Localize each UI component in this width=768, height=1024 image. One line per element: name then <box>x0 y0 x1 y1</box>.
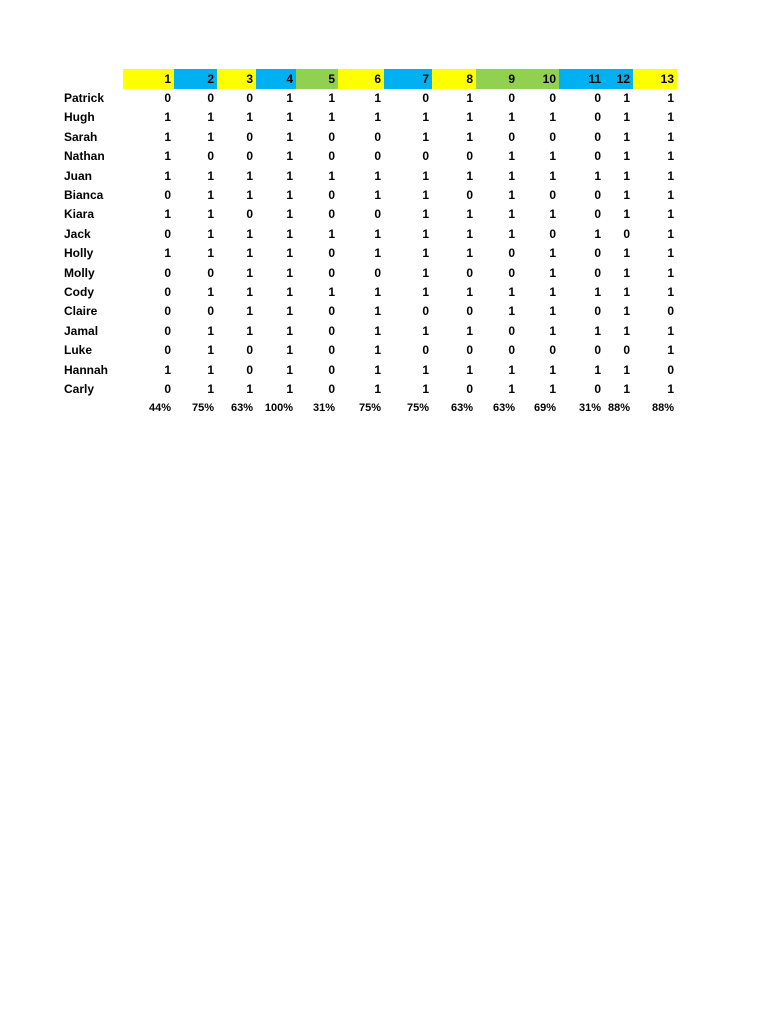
column-header: 9 <box>476 69 518 89</box>
data-cell: 0 <box>422 343 429 358</box>
data-cell: 0 <box>508 343 515 358</box>
data-cell: 1 <box>667 168 674 183</box>
data-cell: 1 <box>328 226 335 241</box>
data-cell: 1 <box>207 168 214 183</box>
data-cell: 0 <box>594 110 601 125</box>
data-cell: 1 <box>667 207 674 222</box>
data-cell: 1 <box>549 149 556 164</box>
row-name: Bianca <box>64 188 104 202</box>
row-name: Holly <box>64 246 94 261</box>
data-cell: 1 <box>667 226 674 241</box>
data-cell: 1 <box>246 246 253 261</box>
row-name: Carly <box>64 382 95 396</box>
data-cell: 1 <box>549 304 556 319</box>
data-cell: 0 <box>246 362 253 377</box>
data-cell: 1 <box>508 304 515 319</box>
data-cell: 1 <box>286 129 293 144</box>
data-cell: 1 <box>422 323 429 338</box>
data-cell: 1 <box>549 323 556 338</box>
total-percent: 75% <box>191 402 214 415</box>
data-cell: 1 <box>286 149 293 164</box>
data-cell: 1 <box>594 168 601 183</box>
spreadsheet-table <box>0 0 768 440</box>
data-cell: 1 <box>328 91 335 105</box>
data-cell: 0 <box>422 304 429 319</box>
data-cell: 1 <box>246 285 253 299</box>
data-cell: 0 <box>549 129 556 144</box>
data-cell: 1 <box>207 110 214 125</box>
row-name: Luke <box>64 343 93 358</box>
data-cell: 0 <box>466 188 473 202</box>
data-cell: 1 <box>508 362 515 377</box>
data-cell: 1 <box>623 110 630 125</box>
data-cell: 0 <box>164 382 171 396</box>
column-header: 7 <box>384 69 432 89</box>
data-cell: 1 <box>594 285 601 299</box>
data-cell: 1 <box>594 226 601 241</box>
data-cell: 1 <box>466 207 473 222</box>
data-cell: 0 <box>549 188 556 202</box>
column-header: 8 <box>432 69 476 89</box>
data-cell: 1 <box>549 207 556 222</box>
data-cell: 0 <box>328 246 335 261</box>
data-cell: 1 <box>422 226 429 241</box>
data-cell: 1 <box>422 168 429 183</box>
data-cell: 1 <box>623 168 630 183</box>
data-cell: 1 <box>466 129 473 144</box>
data-cell: 0 <box>549 226 556 241</box>
column-header: 3 <box>217 69 256 89</box>
data-cell: 1 <box>207 382 214 396</box>
data-cell: 1 <box>549 110 556 125</box>
data-cell: 1 <box>207 188 214 202</box>
data-cell: 1 <box>286 323 293 338</box>
data-cell: 1 <box>466 362 473 377</box>
data-cell: 1 <box>623 91 630 105</box>
data-cell: 1 <box>667 110 674 125</box>
data-cell: 0 <box>549 91 556 105</box>
data-cell: 1 <box>286 343 293 358</box>
data-cell: 0 <box>508 246 515 261</box>
data-cell: 0 <box>164 323 171 338</box>
data-cell: 1 <box>508 168 515 183</box>
data-cell: 0 <box>667 362 674 377</box>
data-cell: 0 <box>246 207 253 222</box>
data-cell: 1 <box>164 149 171 164</box>
data-cell: 1 <box>667 343 674 358</box>
data-cell: 1 <box>207 226 214 241</box>
data-cell: 0 <box>594 188 601 202</box>
data-cell: 1 <box>594 323 601 338</box>
data-cell: 0 <box>328 188 335 202</box>
data-cell: 0 <box>623 343 630 358</box>
data-cell: 1 <box>374 188 381 202</box>
data-cell: 0 <box>164 226 171 241</box>
data-cell: 0 <box>164 304 171 319</box>
data-cell: 0 <box>164 91 171 105</box>
data-cell: 1 <box>374 110 381 125</box>
total-percent: 88% <box>651 402 674 415</box>
data-cell: 0 <box>328 207 335 222</box>
data-cell: 1 <box>466 226 473 241</box>
data-cell: 1 <box>466 323 473 338</box>
data-cell: 0 <box>328 149 335 164</box>
data-cell: 1 <box>667 382 674 396</box>
data-cell: 0 <box>508 91 515 105</box>
data-cell: 1 <box>374 323 381 338</box>
data-cell: 1 <box>422 246 429 261</box>
data-cell: 0 <box>246 343 253 358</box>
data-cell: 0 <box>328 304 335 319</box>
column-header: 10 <box>518 69 559 89</box>
data-cell: 0 <box>594 246 601 261</box>
data-cell: 0 <box>207 149 214 164</box>
data-cell: 1 <box>508 226 515 241</box>
data-cell: 0 <box>328 129 335 144</box>
data-cell: 0 <box>207 304 214 319</box>
column-header: 6 <box>338 69 384 89</box>
data-cell: 0 <box>164 343 171 358</box>
data-cell: 1 <box>207 323 214 338</box>
data-cell: 1 <box>164 362 171 377</box>
column-header: 13 <box>633 69 677 89</box>
data-cell: 1 <box>328 168 335 183</box>
data-cell: 0 <box>328 265 335 280</box>
row-name: Sarah <box>64 129 98 144</box>
data-cell: 1 <box>466 168 473 183</box>
data-cell: 1 <box>374 343 381 358</box>
row-name: Jack <box>64 226 91 241</box>
data-cell: 0 <box>422 149 429 164</box>
data-cell: 1 <box>667 265 674 280</box>
data-cell: 1 <box>328 110 335 125</box>
data-cell: 1 <box>246 188 253 202</box>
data-cell: 1 <box>422 265 429 280</box>
data-cell: 0 <box>374 149 381 164</box>
data-cell: 1 <box>374 382 381 396</box>
data-cell: 1 <box>549 265 556 280</box>
data-cell: 1 <box>466 110 473 125</box>
data-cell: 1 <box>508 382 515 396</box>
column-header: 11 <box>559 69 604 89</box>
data-cell: 0 <box>667 304 674 319</box>
data-cell: 1 <box>286 304 293 319</box>
data-cell: 1 <box>623 207 630 222</box>
data-cell: 1 <box>623 382 630 396</box>
data-cell: 1 <box>623 246 630 261</box>
row-name: Patrick <box>64 91 105 105</box>
data-cell: 1 <box>207 207 214 222</box>
total-percent: 69% <box>533 402 556 415</box>
row-name: Cody <box>64 285 94 299</box>
data-cell: 1 <box>623 285 630 299</box>
data-cell: 0 <box>246 91 253 105</box>
data-cell: 1 <box>286 110 293 125</box>
data-cell: 0 <box>594 91 601 105</box>
row-name: Molly <box>64 265 95 280</box>
data-cell: 0 <box>466 265 473 280</box>
data-cell: 1 <box>286 382 293 396</box>
data-cell: 0 <box>549 343 556 358</box>
data-cell: 1 <box>549 285 556 299</box>
data-cell: 1 <box>508 188 515 202</box>
data-cell: 0 <box>508 323 515 338</box>
data-cell: 1 <box>246 265 253 280</box>
data-cell: 1 <box>594 362 601 377</box>
data-cell: 0 <box>328 323 335 338</box>
total-percent: 100% <box>264 402 293 415</box>
column-header: 4 <box>256 69 296 89</box>
data-cell: 1 <box>164 246 171 261</box>
total-percent: 63% <box>450 402 473 415</box>
data-cell: 0 <box>328 343 335 358</box>
data-cell: 1 <box>623 188 630 202</box>
total-percent: 31% <box>578 402 601 415</box>
data-cell: 1 <box>286 188 293 202</box>
row-name: Jamal <box>64 323 99 338</box>
data-cell: 1 <box>508 149 515 164</box>
data-cell: 1 <box>286 362 293 377</box>
data-cell: 1 <box>207 362 214 377</box>
data-cell: 0 <box>594 382 601 396</box>
data-cell: 1 <box>549 246 556 261</box>
data-cell: 1 <box>164 129 171 144</box>
data-cell: 1 <box>667 323 674 338</box>
data-cell: 0 <box>422 91 429 105</box>
data-cell: 1 <box>667 91 674 105</box>
data-cell: 1 <box>466 285 473 299</box>
total-percent: 88% <box>607 402 630 415</box>
data-cell: 1 <box>207 129 214 144</box>
data-cell: 0 <box>164 265 171 280</box>
data-cell: 0 <box>508 265 515 280</box>
data-cell: 1 <box>623 129 630 144</box>
data-cell: 1 <box>549 168 556 183</box>
data-cell: 0 <box>374 265 381 280</box>
data-cell: 1 <box>286 265 293 280</box>
data-cell: 1 <box>623 149 630 164</box>
data-cell: 0 <box>594 343 601 358</box>
data-cell: 1 <box>422 285 429 299</box>
data-cell: 1 <box>246 323 253 338</box>
data-cell: 1 <box>286 207 293 222</box>
data-cell: 1 <box>466 91 473 105</box>
data-cell: 0 <box>164 285 171 299</box>
data-cell: 1 <box>422 188 429 202</box>
data-cell: 1 <box>466 246 473 261</box>
data-cell: 1 <box>246 168 253 183</box>
row-name: Claire <box>64 304 98 319</box>
data-cell: 1 <box>549 382 556 396</box>
data-cell: 1 <box>374 304 381 319</box>
data-cell: 0 <box>328 362 335 377</box>
data-cell: 0 <box>594 149 601 164</box>
row-name: Juan <box>64 168 93 183</box>
data-cell: 1 <box>207 285 214 299</box>
data-cell: 1 <box>374 285 381 299</box>
data-cell: 1 <box>328 285 335 299</box>
data-cell: 0 <box>207 265 214 280</box>
data-cell: 0 <box>246 149 253 164</box>
row-name: Hannah <box>64 362 109 377</box>
data-cell: 1 <box>374 362 381 377</box>
data-cell: 1 <box>286 285 293 299</box>
data-cell: 1 <box>374 168 381 183</box>
row-name: Nathan <box>64 149 105 164</box>
column-header: 5 <box>296 69 338 89</box>
data-cell: 0 <box>328 382 335 396</box>
data-cell: 1 <box>623 362 630 377</box>
total-percent: 31% <box>312 402 335 415</box>
data-cell: 1 <box>246 226 253 241</box>
data-cell: 1 <box>667 188 674 202</box>
data-cell: 1 <box>207 246 214 261</box>
data-cell: 0 <box>374 129 381 144</box>
total-percent: 75% <box>406 402 429 415</box>
data-cell: 0 <box>623 226 630 241</box>
data-cell: 0 <box>164 188 171 202</box>
total-percent: 44% <box>148 402 171 415</box>
row-name: Hugh <box>64 110 95 125</box>
data-cell: 0 <box>374 207 381 222</box>
data-cell: 1 <box>207 343 214 358</box>
column-header: 12 <box>604 69 633 89</box>
data-cell: 0 <box>594 207 601 222</box>
total-percent: 63% <box>492 402 515 415</box>
data-cell: 1 <box>623 265 630 280</box>
data-cell: 1 <box>374 246 381 261</box>
data-cell: 1 <box>667 129 674 144</box>
data-cell: 1 <box>422 382 429 396</box>
data-cell: 1 <box>286 226 293 241</box>
data-cell: 1 <box>623 304 630 319</box>
column-header: 2 <box>174 69 217 89</box>
data-cell: 0 <box>594 265 601 280</box>
data-cell: 1 <box>164 168 171 183</box>
data-cell: 1 <box>246 110 253 125</box>
data-cell: 1 <box>422 362 429 377</box>
data-cell: 1 <box>422 129 429 144</box>
data-cell: 1 <box>286 168 293 183</box>
data-cell: 1 <box>508 207 515 222</box>
data-cell: 1 <box>508 285 515 299</box>
data-cell: 0 <box>466 343 473 358</box>
data-cell: 0 <box>466 382 473 396</box>
data-cell: 0 <box>594 129 601 144</box>
data-cell: 1 <box>374 91 381 105</box>
data-cell: 1 <box>549 362 556 377</box>
data-cell: 1 <box>667 285 674 299</box>
total-percent: 63% <box>230 402 253 415</box>
data-cell: 1 <box>667 246 674 261</box>
column-header: 1 <box>123 69 174 89</box>
data-cell: 1 <box>286 246 293 261</box>
data-cell: 1 <box>164 207 171 222</box>
data-cell: 0 <box>466 149 473 164</box>
data-cell: 1 <box>422 207 429 222</box>
data-cell: 1 <box>164 110 171 125</box>
data-cell: 0 <box>466 304 473 319</box>
data-cell: 0 <box>207 91 214 105</box>
data-cell: 1 <box>246 382 253 396</box>
data-cell: 1 <box>667 149 674 164</box>
data-cell: 0 <box>508 129 515 144</box>
data-cell: 0 <box>246 129 253 144</box>
data-cell: 1 <box>422 110 429 125</box>
data-cell: 1 <box>623 323 630 338</box>
row-name: Kiara <box>64 207 95 222</box>
data-cell: 1 <box>508 110 515 125</box>
data-cell: 1 <box>374 226 381 241</box>
total-percent: 75% <box>358 402 381 415</box>
data-cell: 0 <box>594 304 601 319</box>
data-cell: 1 <box>286 91 293 105</box>
data-cell: 1 <box>246 304 253 319</box>
